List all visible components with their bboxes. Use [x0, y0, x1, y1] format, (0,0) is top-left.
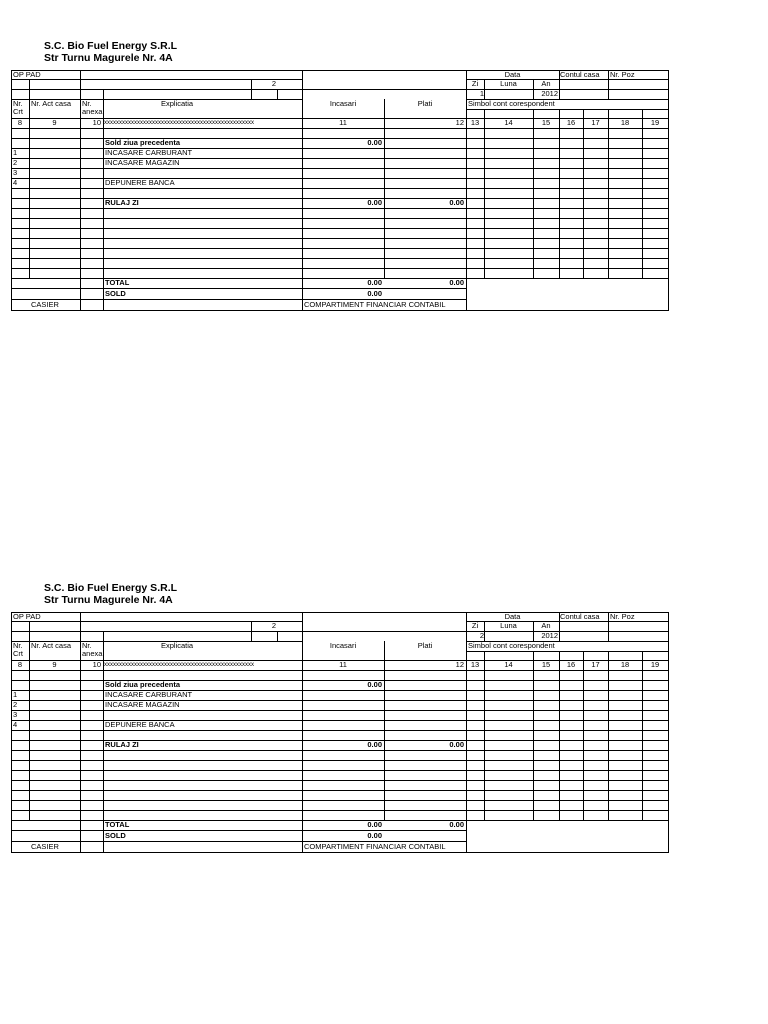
contul-casa-label: Contul casa — [560, 612, 600, 621]
col-number-10: 10 — [92, 660, 101, 669]
company-name: S.C. Bio Fuel Energy S.R.L — [44, 40, 178, 52]
incasari-label: Incasari — [329, 641, 357, 650]
compartiment-label: COMPARTIMENT FINANCIAR CONTABIL — [304, 300, 446, 309]
rulaj-label: RULAJ ZI — [105, 198, 139, 207]
entry-nr-3: 3 — [13, 710, 18, 719]
col-number-11: 11 — [339, 660, 347, 669]
casier-label: CASIER — [31, 842, 59, 851]
entry-nr-3: 3 — [13, 168, 18, 177]
cash-register-table — [11, 612, 669, 852]
year-value: 2012 — [541, 631, 558, 640]
sold-prev-value: 0.00 — [367, 680, 382, 689]
plati-label: Plati — [417, 99, 433, 108]
sold-prev-label: Sold ziua precedenta — [105, 138, 181, 147]
col-number-16: 16 — [566, 118, 576, 127]
col-number-16: 16 — [566, 660, 576, 669]
col-number-12: 12 — [455, 118, 464, 127]
entry-text-2: INCASARE MAGAZIN — [105, 158, 180, 167]
field-2-label: 2 — [271, 621, 276, 630]
entry-text-2: INCASARE MAGAZIN — [105, 700, 180, 709]
col-xxx-filler: xxxxxxxxxxxxxxxxxxxxxxxxxxxxxxxxxxxxxxxxxxxxxxxxxx — [104, 120, 254, 126]
nr-anexa-label: Nr. anexa — [82, 641, 103, 658]
entry-nr-4: 4 — [13, 720, 18, 729]
nr-crt-label: Nr. Crt — [13, 99, 23, 116]
company-name: S.C. Bio Fuel Energy S.R.L — [44, 582, 178, 594]
col-number-19: 19 — [650, 118, 660, 127]
col-number-13: 13 — [470, 660, 480, 669]
entry-nr-2: 2 — [13, 700, 18, 709]
nr-poz-label: Nr. Poz — [610, 70, 635, 79]
compartiment-label: COMPARTIMENT FINANCIAR CONTABIL — [304, 842, 446, 851]
col-number-11: 11 — [339, 118, 347, 127]
sold-prev-value: 0.00 — [367, 138, 382, 147]
simbol-cont-label: Simbol cont corespondent — [468, 99, 555, 108]
col-number-9: 9 — [52, 118, 57, 127]
zi-label: Zi — [471, 79, 479, 88]
field-2-label: 2 — [271, 79, 276, 88]
rulaj-incasari: 0.00 — [367, 198, 382, 207]
an-label: An — [541, 79, 551, 88]
entry-nr-4: 4 — [13, 178, 18, 187]
col-number-18: 18 — [620, 118, 630, 127]
plati-label: Plati — [417, 641, 433, 650]
col-number-8: 8 — [17, 118, 23, 127]
rulaj-plati: 0.00 — [449, 740, 464, 749]
simbol-cont-label: Simbol cont corespondent — [468, 641, 555, 650]
total-incasari: 0.00 — [367, 278, 382, 287]
cash-register-table — [11, 70, 669, 310]
contul-casa-label: Contul casa — [560, 70, 600, 79]
zi-label: Zi — [471, 621, 479, 630]
casier-label: CASIER — [31, 300, 59, 309]
cash-register-sheet-2 — [0, 542, 768, 942]
data-label: Data — [504, 612, 521, 621]
entry-text-4: DEPUNERE BANCA — [105, 178, 175, 187]
col-number-12: 12 — [455, 660, 464, 669]
day-value: 2 — [479, 631, 484, 640]
company-address: Str Turnu Magurele Nr. 4A — [44, 52, 173, 64]
entry-nr-1: 1 — [13, 690, 18, 699]
year-value: 2012 — [541, 89, 558, 98]
col-number-19: 19 — [650, 660, 660, 669]
op-pad-label: OP PAD — [13, 70, 41, 79]
nr-act-casa-label: Nr. Act casa — [31, 641, 72, 650]
company-header — [44, 40, 177, 64]
data-label: Data — [504, 70, 521, 79]
entry-text-1: INCASARE CARBURANT — [105, 690, 193, 699]
entry-text-4: DEPUNERE BANCA — [105, 720, 175, 729]
entry-nr-2: 2 — [13, 158, 18, 167]
sold-label: SOLD — [105, 289, 126, 298]
col-number-9: 9 — [52, 660, 57, 669]
col-number-14: 14 — [504, 118, 513, 127]
nr-crt-label: Nr. Crt — [13, 641, 23, 658]
col-number-13: 13 — [470, 118, 480, 127]
col-number-14: 14 — [504, 660, 513, 669]
total-label: TOTAL — [105, 820, 130, 829]
sold-prev-label: Sold ziua precedenta — [105, 680, 181, 689]
col-number-15: 15 — [541, 118, 551, 127]
total-plati: 0.00 — [449, 820, 464, 829]
col-number-17: 17 — [591, 660, 600, 669]
an-label: An — [541, 621, 551, 630]
sold-value: 0.00 — [367, 831, 382, 840]
sold-value: 0.00 — [367, 289, 382, 298]
company-header — [44, 582, 177, 606]
entry-text-1: INCASARE CARBURANT — [105, 148, 193, 157]
luna-label: Luna — [500, 79, 517, 88]
total-label: TOTAL — [105, 278, 130, 287]
col-xxx-filler: xxxxxxxxxxxxxxxxxxxxxxxxxxxxxxxxxxxxxxxxxxxxxxxxxx — [104, 662, 254, 668]
sold-label: SOLD — [105, 831, 126, 840]
company-address: Str Turnu Magurele Nr. 4A — [44, 594, 173, 606]
explicatia-label: Explicatia — [160, 641, 194, 650]
nr-anexa-label: Nr. anexa — [82, 99, 103, 116]
luna-label: Luna — [500, 621, 517, 630]
op-pad-label: OP PAD — [13, 612, 41, 621]
rulaj-incasari: 0.00 — [367, 740, 382, 749]
incasari-label: Incasari — [329, 99, 357, 108]
nr-act-casa-label: Nr. Act casa — [31, 99, 72, 108]
explicatia-label: Explicatia — [160, 99, 194, 108]
col-number-8: 8 — [17, 660, 23, 669]
total-incasari: 0.00 — [367, 820, 382, 829]
day-value: 1 — [479, 89, 484, 98]
rulaj-label: RULAJ ZI — [105, 740, 139, 749]
total-plati: 0.00 — [449, 278, 464, 287]
col-number-18: 18 — [620, 660, 630, 669]
col-number-10: 10 — [92, 118, 101, 127]
nr-poz-label: Nr. Poz — [610, 612, 635, 621]
col-number-17: 17 — [591, 118, 600, 127]
entry-nr-1: 1 — [13, 148, 18, 157]
rulaj-plati: 0.00 — [449, 198, 464, 207]
cash-register-sheet-1 — [0, 0, 768, 400]
col-number-15: 15 — [541, 660, 551, 669]
